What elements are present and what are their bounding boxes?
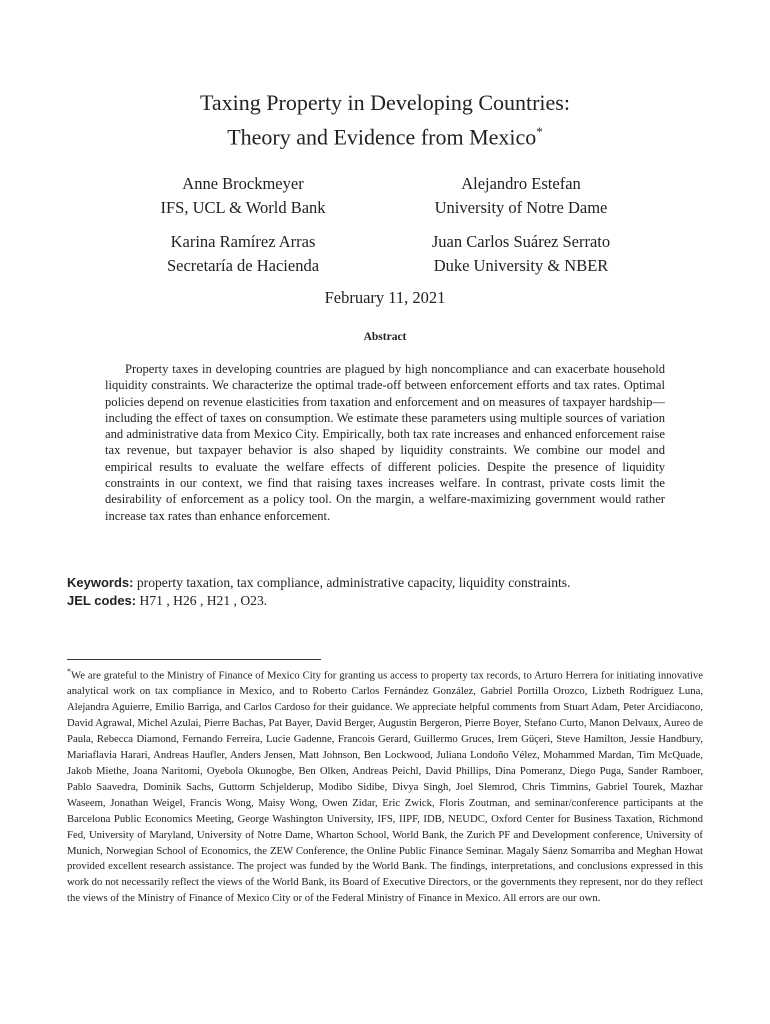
abstract-text: Property taxes in developing countries are plagued by high noncompliance and can exacerbate household liquidity constraints. We characterize the optimal trade-off between enforcement efforts and tax rates. Optimal policies depend on revenue elasticities from taxation and enforcement and on measures of taxpayer hardship—including the effect of taxes on consumption. We estimate these parameters using multiple sources of variation and administrative data from Mexico City. Empirically, both tax rate increases and enhanced enforcement raise tax revenue, but taxpayer behavior is also shaped by liquidity constraints. We combine our model and empirical results to evaluate the welfare effects of different policies. Despite the presence of liquidity constraints in our context, we find that raising taxes increases welfare. In contrast, private costs limit the desirability of enforcement as a policy tool. On the margin, a welfare-maximizing government would rather increase tax rates than enhance enforcement. [105,362,665,523]
author-name: Alejandro Estefan [461,174,581,193]
title-line-2: Theory and Evidence from Mexico* [227,124,543,150]
author-block [93,230,393,278]
author-block [371,172,671,220]
footnote-divider [67,659,321,660]
author-affiliation: Duke University & NBER [433,256,609,275]
jel-codes-line [67,592,707,610]
publication-date: February 11, 2021 [324,288,446,307]
jel-codes-label: JEL codes: [67,593,137,608]
title-line-1: Taxing Property in Developing Countries: [200,90,570,115]
author-affiliation: Secretaría de Hacienda [166,256,320,275]
keywords-line [67,574,707,592]
keywords-label: Keywords: [67,575,134,590]
paper-title [0,88,770,151]
title-footnote-mark[interactable]: * [536,124,543,139]
author-block [371,230,671,278]
abstract-heading: Abstract [363,331,407,343]
keywords-text: property taxation, tax compliance, administrative capacity, liquidity constraints. [136,575,571,590]
jel-codes-text: H71 , H26 , H21 , O23. [139,593,268,608]
footnote [67,664,703,907]
author-name: Karina Ramírez Arras [170,232,316,251]
author-affiliation: University of Notre Dame [434,198,608,217]
author-affiliation: IFS, UCL & World Bank [160,198,326,217]
author-name: Anne Brockmeyer [182,174,304,193]
author-name: Juan Carlos Suárez Serrato [431,232,611,251]
footnote-text: We are grateful to the Ministry of Finance of Mexico City for granting us access to property tax records, to Arturo Herrera for initiating innovative analytical work on tax compliance in Mexico, and to Roberto Carlos Fernández González, Gabriel Portilla Orozco, Lizbeth Rodríguez Luna, Alejandra Aguierre, Emilio Barriga, and Carlos Cardoso for their guidance. We appreciate helpful comments from Stuart Adam, Peter Arcidiacono, David Agrawal, Michel Azulai, Pierre Bachas, Pat Bayer, David Berger, Augustin Bergeron, Pierre Boyer, Stefano Curto, Manon Delvaux, Aureo de Paula, Rebecca Diamond, Fernando Ferreira, Lucie Gadenne, Francois Gerard, Guillermo Gruces, Irem Güçeri, Steve Hamilton, Jessie Handbury, Mariaflavia Harari, Andreas Haufler, Anders Jensen, Matt Johnson, Ben Lockwood, Juliana Londoño Vélez, Mohammed Mardan, Tim McQuade, Jakob Miethe, Joana Naritomi, Oyebola Okunogbe, Ben Olken, Andreas Peichl, David Phillips, Dina Pomeranz, Diego Puga, Sander Ramboer, Pablo Saavedra, Dominik Sachs, Guttorm Schjelderup, Modibo Sidibe, Divya Singh, Joel Slemrod, Chris Timmins, Gabriel Tourek, Mazhar Waseem, Jonathan Weigel, Francis Wong, Maisy Wong, Owen Zidar, Eric Zwick, Floris Zoutman, and seminar/conference participants at the Barcelona Public Economics Meeting, George Washington University, IFS, IIPF, IDB, NEUDC, Oxford Center for Business Taxation, Richmond Fed, University of Maryland, University of Notre Dame, Wharton School, World Bank, the Zurich PF and Development conference, University of Munich, Norwegian School of Economics, the ZEW Conference, the Online Public Finance Seminar. Magaly Sáenz Somarriba and Meghan Howat provided excellent research assistance. The project was funded by the World Bank. The findings, interpretations, and conclusions expressed in this work do not necessarily reflect the views of the World Bank, its Board of Executive Directors, or the governments they represent, nor do they reflect the views of the Ministry of Finance of Mexico City or of the Federal Ministry of Finance in Mexico. All errors are our own. [67,669,703,905]
author-block [93,172,393,220]
footnote-mark: * [67,667,71,676]
